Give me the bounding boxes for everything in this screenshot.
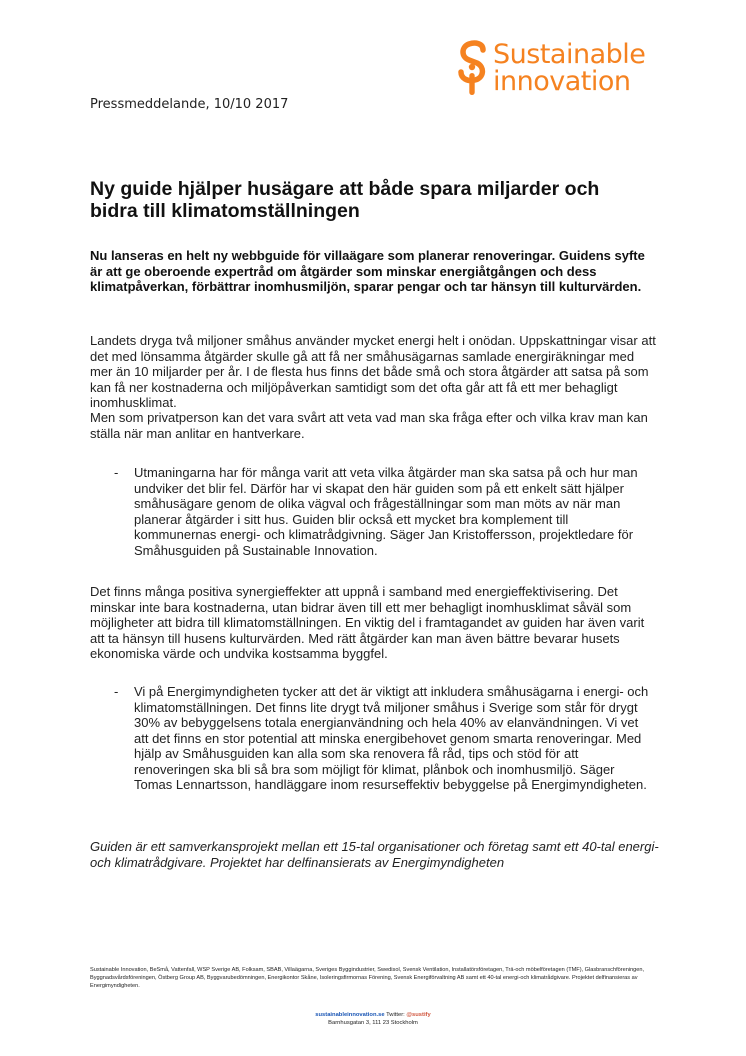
logo-mark-icon [455, 40, 491, 98]
press-release-dateline: Pressmeddelande, 10/10 2017 [90, 97, 289, 112]
quote-block-2 [114, 684, 654, 793]
quote-dash: - [114, 684, 119, 699]
headline: Ny guide hjälper husägare att både spara miljarder och bidra till klimatomställningen [90, 178, 600, 222]
quote-block-1 [114, 465, 654, 558]
body-paragraph-2: Men som privatperson kan det vara svårt att veta vad man ska fråga efter och vilka krav man kan ställa när man anlitar en hantverkare. [90, 410, 648, 441]
footer-address: Barnhusgatan 3, 111 23 Stockholm [328, 1020, 418, 1026]
body-paragraph-3: Det finns många positiva synergieffekter att uppnå i samband med energieffektivisering. Det minskar inte bara kostnaderna, utan bidrar även till ett mer behagligt inomhusklimat såväl som möjligheter att bidra till klimatomställningen. En viktig del i framtagandet av guiden har även varit att ta hänsyn till husens kulturvärden. Med rätt åtgärder kan man även bättre bevarar husets ekonomiska värde och undvika kostsamma byggfel. [90, 584, 645, 661]
footer-partners: Sustainable Innovation, BeSmå, Vattenfall, WSP Sverige AB, Folksam, SBAB, Villaägarna, Sveriges Byggindustrier, Swedisol, Svensk Ventilation, Installatörsföretagen, Trä-och möbelföretagen (TMF), Glasbranschföreningen, Byggnadsvårdsföreningen, Östberg Group AB, Byggvarubedömningen, Energikontor Skåne, Isoleringsfirmornas Förening, Svensk Energiförvaltning AB samt ett 40-tal energi-och klimatrådgivare. Projektet delfinansieras av Energimyndigheten. [90, 967, 645, 989]
ingress-paragraph: Nu lanseras en helt ny webbguide för villaägare som planerar renoveringar. Guidens syfte är att ge oberoende expertråd om åtgärder som minskar energiåtgången och dess klimatpåverkan, förbättrar inomhusmiljön, sparar pengar och tar hänsyn till kulturvärden. [90, 248, 645, 294]
project-note: Guiden är ett samverkansprojekt mellan ett 15-tal organisationer och företag samt ett 40-tal energi- och klimatrådgivare. Projektet har delfinansierats av Energimyndigheten [90, 839, 659, 870]
twitter-handle-link[interactable]: @sustify [406, 1012, 431, 1018]
quote-dash: - [114, 465, 119, 480]
logo-wordmark-line2: innovation [493, 66, 631, 97]
quote-text-1: Utmaningarna har för många varit att veta vilka åtgärder man ska satsa på och hur man undviker det blir fel. Därför har vi skapat den här guiden som på ett enkelt sätt hjälper småhusägare genom de olika vägval och frågeställningar som man möts av när man planerar åtgärder i sitt hus. Guiden blir också ett mycket bra komplement till kommunernas energi- och klimatrådgivning. Säger Jan Kristoffersson, projektledare för Småhusguiden på Sustainable Innovation. [134, 465, 638, 558]
body-paragraph-1: Landets dryga två miljoner småhus använder mycket energi helt i onödan. Uppskattningar visar att det med lönsamma åtgärder skulle gå att få ner småhusägarnas samlade energiräkningar med mer än 10 miljarder per år. I de flesta hus finns det både små och stora åtgärder att satsa på som kan få ner kostnaderna och miljöpåverkan samtidigt som det ofta går att få ett mer behagligt inomhusklimat. [90, 333, 656, 410]
logo-wordmark-line1: Sustainable [493, 39, 646, 70]
twitter-label: Twitter: [386, 1012, 405, 1018]
footer-contact [0, 1011, 746, 1027]
website-link[interactable]: sustainableinnovation.se [315, 1012, 385, 1018]
sustainable-innovation-logo [455, 40, 705, 100]
quote-text-2: Vi på Energimyndigheten tycker att det är viktigt att inkludera småhusägarna i energi- och klimatomställningen. Det finns lite drygt två miljoner småhus i Sverige som står för drygt 30% av bebyggelsens totala energianvändning och hela 40% av elanvändningen. Vi vet att det finns en stor potential att minska energibehovet genom smarta renoveringar. Med hjälp av Småhusguiden kan alla som ska renovera få råd, tips och stöd för att renoveringen ska bli så bra som möjligt för klimat, plånbok och inomhusmiljö. Säger Tomas Lennartsson, handläggare inom resurseffektiv bebyggelse på Energimyndigheten. [134, 684, 649, 792]
